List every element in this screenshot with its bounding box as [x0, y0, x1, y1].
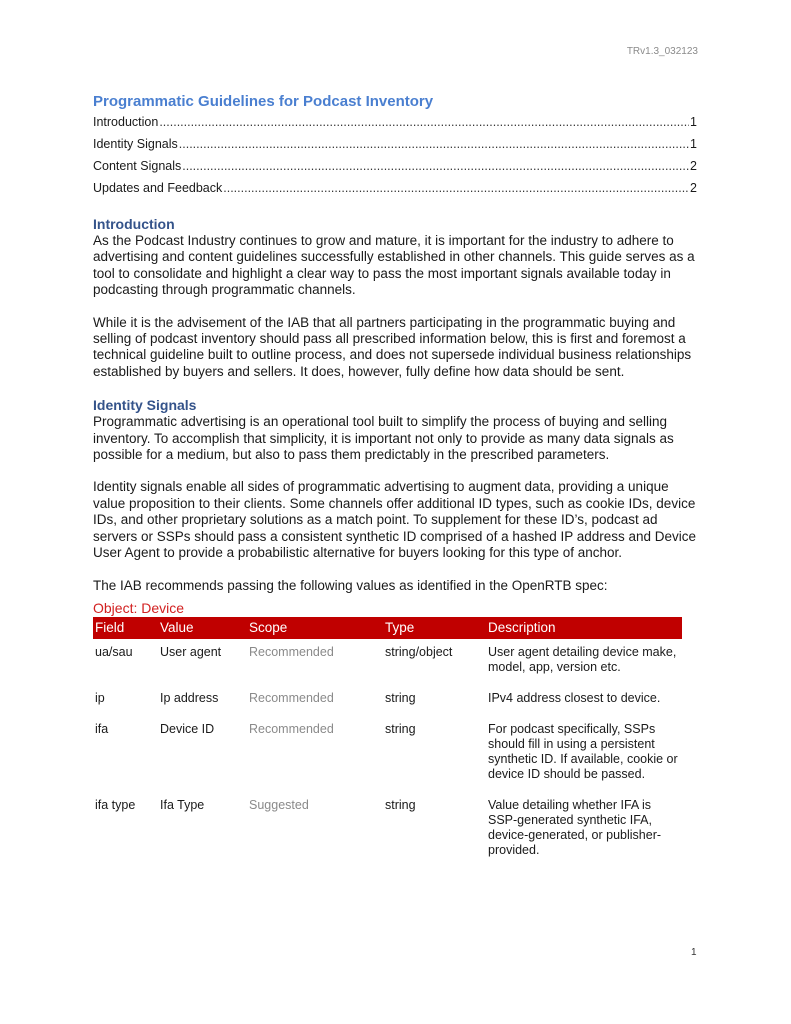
table-row [93, 639, 682, 681]
toc-leader-dots [179, 133, 689, 155]
toc-leader-dots [223, 177, 689, 199]
page-number: 1 [691, 947, 697, 958]
paragraph: Programmatic advertising is an operational tool built to simplify the process of buying and selling inventory. To accomplish that simplicity, it is important not only to provide as many data signals as possible for a medium, but also to pass them predictably in the prescribed parameters. [93, 414, 674, 463]
toc-entry[interactable] [93, 177, 697, 199]
toc-entry-page: 1 [690, 115, 697, 129]
document-body [93, 93, 697, 864]
cell-field: ifa type [95, 797, 136, 812]
cell-type: string [385, 690, 416, 705]
document-version: TRv1.3_032123 [626, 46, 698, 57]
section-introduction [93, 216, 697, 380]
cell-scope: Suggested [249, 797, 309, 812]
cell-scope: Recommended [249, 721, 334, 736]
cell-description: IPv4 address closest to device. [488, 690, 661, 705]
toc-leader-dots [182, 155, 689, 177]
cell-value: Ifa Type [160, 797, 205, 812]
table-header-row [93, 617, 682, 639]
toc-entry-label: Content Signals [93, 159, 182, 173]
toc-entry-label: Updates and Feedback [93, 181, 223, 195]
column-header-description: Description [486, 617, 682, 639]
column-header-scope: Scope [247, 617, 383, 639]
table-row [93, 788, 682, 864]
cell-description: Value detailing whether IFA is SSP-generated synthetic IFA, device-generated, or publisher-provided. [488, 797, 662, 857]
cell-value: Device ID [160, 721, 215, 736]
device-object-table [93, 617, 682, 864]
table-row [93, 712, 682, 788]
toc-entry[interactable] [93, 155, 697, 177]
section-heading: Identity Signals [93, 397, 197, 414]
toc-entry-page: 2 [690, 159, 697, 173]
cell-type: string [385, 721, 416, 736]
paragraph: The IAB recommends passing the following values as identified in the OpenRTB spec: [93, 577, 608, 593]
toc-entry-label: Introduction [93, 115, 159, 129]
toc-entry-label: Identity Signals [93, 137, 178, 151]
toc-entry[interactable] [93, 111, 697, 133]
toc-entry[interactable] [93, 133, 697, 155]
table-of-contents [93, 111, 697, 199]
cell-type: string/object [385, 644, 453, 659]
cell-field: ifa [95, 721, 109, 736]
cell-value: User agent [160, 644, 222, 659]
paragraph: Identity signals enable all sides of programmatic advertising to augment data, providing a unique value proposition to their clients. Some channels offer additional ID types, such as cookie IDs, device IDs, and other proprietary solutions as a match point. To supplement for these ID’s, podcast ad servers or SSPs should pass a consistent synthetic ID comprised of a hashed IP address and Device User Agent to provide a probabilistic alternative for buyers looking for this type of anchor. [93, 479, 697, 561]
column-header-field: Field [93, 617, 158, 639]
cell-description: User agent detailing device make, model, app, version etc. [488, 644, 677, 674]
paragraph: As the Podcast Industry continues to grow and mature, it is important for the industry to adhere to advertising and content guidelines successfully established in other channels. This guide serves as a tool to consolidate and highlight a clear way to pass the most important signals available today in podcasting through programmatic channels. [93, 233, 695, 298]
toc-entry-page: 2 [690, 181, 697, 195]
section-identity-signals [93, 397, 697, 864]
cell-value: Ip address [160, 690, 219, 705]
column-header-value: Value [158, 617, 247, 639]
table-row [93, 681, 682, 712]
cell-scope: Recommended [249, 644, 334, 659]
section-heading: Introduction [93, 216, 175, 232]
paragraph: While it is the advisement of the IAB that all partners participating in the programmatic buying and selling of podcast inventory should pass all prescribed information below, this is first and foremost a technical guideline built to outline process, and does not supersede individual business relationships established by buyers and sellers. It does, however, fully define how data should be sent. [93, 314, 692, 379]
cell-field: ua/sau [95, 644, 133, 659]
table-caption: Object: Device [93, 599, 185, 616]
column-header-type: Type [383, 617, 486, 639]
cell-scope: Recommended [249, 690, 334, 705]
toc-entry-page: 1 [690, 137, 697, 151]
cell-description: For podcast specifically, SSPs should fill in using a persistent synthetic ID. If available, cookie or device ID should be passed. [488, 721, 678, 781]
cell-type: string [385, 797, 416, 812]
toc-leader-dots [159, 111, 689, 133]
cell-field: ip [95, 690, 105, 705]
document-title: Programmatic Guidelines for Podcast Inventory [93, 93, 434, 110]
